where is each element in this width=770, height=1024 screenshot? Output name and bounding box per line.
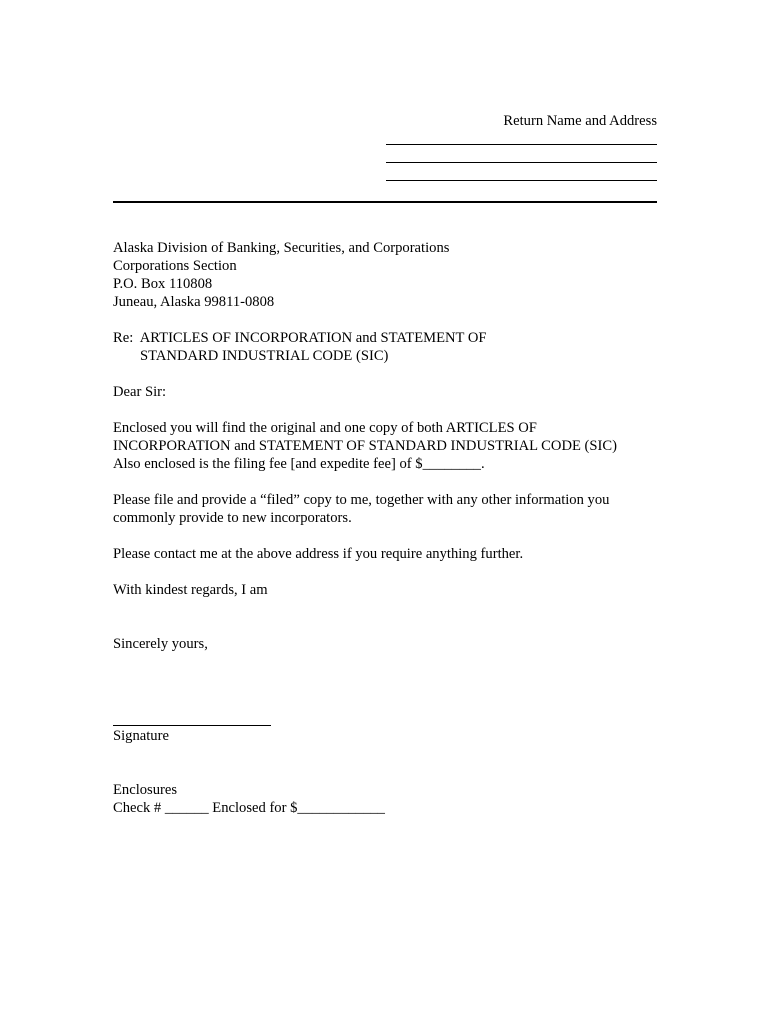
return-address-title: Return Name and Address — [503, 113, 657, 129]
paragraph-line: Please file and provide a “filed” copy to me, together with any other information you — [113, 492, 610, 508]
paragraph-line: INCORPORATION and STATEMENT OF STANDARD INDUSTRIAL CODE (SIC) — [113, 438, 617, 454]
paragraph-line: Enclosed you will find the original and one copy of both ARTICLES OF — [113, 420, 537, 436]
paragraph-file — [113, 491, 673, 527]
addressee-block — [113, 239, 673, 311]
closing-regards: With kindest regards, I am — [113, 582, 268, 598]
paragraph-enclosed — [113, 419, 673, 473]
letter-body — [113, 239, 673, 817]
signature-label: Signature — [113, 728, 169, 744]
addressee-line: Alaska Division of Banking, Securities, and Corporations — [113, 240, 450, 256]
enclosures-check-line: Check # ______ Enclosed for $____________ — [113, 800, 385, 816]
paragraph-line: Also enclosed is the filing fee [and expedite fee] of $________. — [113, 456, 485, 472]
salutation: Dear Sir: — [113, 384, 167, 400]
paragraph-contact: Please contact me at the above address if you require anything further. — [113, 546, 524, 562]
addressee-line: Juneau, Alaska 99811-0808 — [113, 294, 275, 310]
addressee-line: P.O. Box 110808 — [113, 276, 213, 292]
return-address-line-2 — [386, 162, 657, 163]
subject-block — [113, 329, 673, 365]
addressee-line: Corporations Section — [113, 258, 237, 274]
enclosures-label: Enclosures — [113, 782, 178, 798]
subject-line: Re: ARTICLES OF INCORPORATION and STATEMENT OF — [113, 330, 487, 346]
return-address-line-3 — [386, 180, 657, 181]
closing-sincerely: Sincerely yours, — [113, 636, 208, 652]
header-divider — [113, 201, 657, 203]
paragraph-line: commonly provide to new incorporators. — [113, 510, 352, 526]
subject-line: STANDARD INDUSTRIAL CODE (SIC) — [140, 348, 389, 364]
return-address-block — [386, 112, 657, 181]
signature-line — [113, 725, 271, 726]
return-address-line-1 — [386, 144, 657, 145]
